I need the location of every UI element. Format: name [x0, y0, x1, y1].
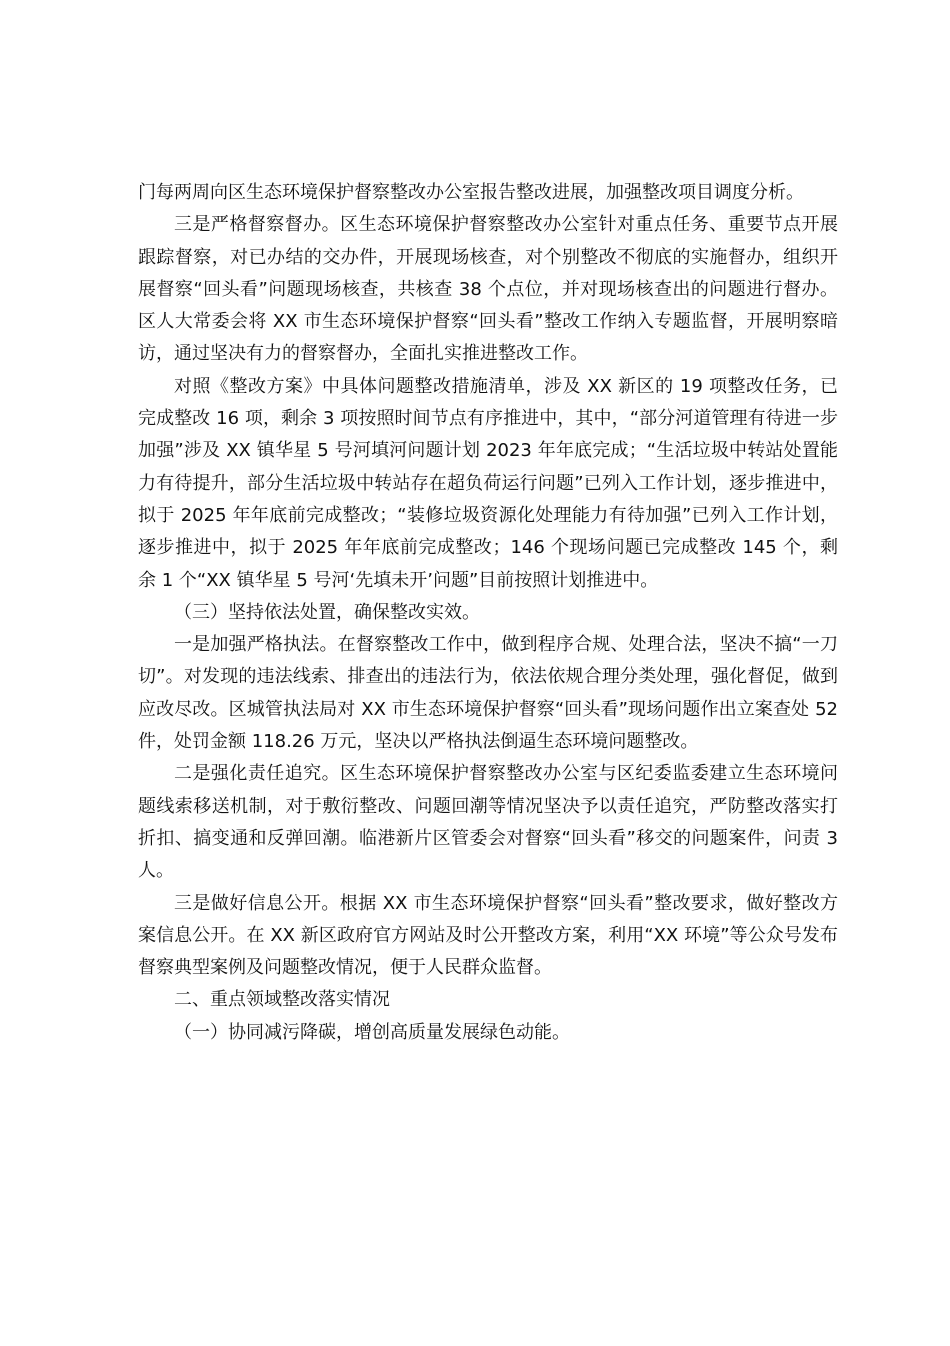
subsection-heading-pollution-carbon: （一）协同减污降碳，增创高质量发展绿色动能。: [174, 1021, 570, 1043]
paragraph-strict-enforcement: 一是加强严格执法。在督察整改工作中，做到程序合规、处理合法，坚决不搞“一刀切”。对发现的违法线索、排查出的违法行为，依法依规合理分类处理，强化督促，做到应改尽改。区城管执法局对 XX 市生态环境保护督察“回头看”现场问题作出立案查处 52 件，处罚金额 118.26 万元，坚决以严格执法倒逼生态环境问题整改。: [138, 634, 838, 753]
paragraph-accountability: 二是强化责任追究。区生态环境保护督察整改办公室与区纪委监委建立生态环境问题线索移送机制，对于敷衍整改、问题回潮等情况坚决予以责任追究，严防整改落实打折扣、搞变通和反弹回潮。临港新片区管委会对督察“回头看”移交的问题案件，问责 3 人。: [138, 763, 838, 882]
section-heading-lawful-handling: （三）坚持依法处置，确保整改实效。: [174, 601, 480, 623]
section-heading-key-areas: 二、重点领域整改落实情况: [174, 989, 390, 1011]
paragraph-continuation: 门每两周向区生态环境保护督察整改办公室报告整改进展，加强整改项目调度分析。: [138, 182, 804, 203]
paragraph-rectification-progress: 对照《整改方案》中具体问题整改措施清单，涉及 XX 新区的 19 项整改任务，已完成整改 16 项，剩余 3 项按照时间节点有序推进中，其中，“部分河道管理有待进一步加强”涉及 XX 镇华星 5 号河填河问题计划 2023 年年底完成；“生活垃圾中转站处置能力有待提升，部分生活垃圾中转站存在超负荷运行问题”已列入工作计划，逐步推进中，拟于 2025 年年底前完成整改；“装修垃圾资源化处理能力有待加强”已列入工作计划，逐步推进中，拟于 2025 年年底前完成整改；146 个现场问题已完成整改 145 个，剩余 1 个“XX 镇华星 5 号河‘先填未开’问题”目前按照计划推进中。: [138, 375, 838, 591]
paragraph-information-disclosure: 三是做好信息公开。根据 XX 市生态环境保护督察“回头看”整改要求，做好整改方案信息公开。在 XX 新区政府官方网站及时公开整改方案，利用“XX 环境”等公众号发布督察典型案例及问题整改情况，便于人民群众监督。: [138, 892, 838, 979]
document-body: [138, 177, 838, 1049]
paragraph-strict-supervision: 三是严格督察督办。区生态环境保护督察整改办公室针对重点任务、重要节点开展跟踪督察，对已办结的交办件，开展现场核查，对个别整改不彻底的实施督办，组织开展督察“回头看”问题现场核查，共核查 38 个点位，并对现场核查出的问题进行督办。区人大常委会将 XX 市生态环境保护督察“回头看”整改工作纳入专题监督，开展明察暗访，通过坚决有力的督察督办，全面扎实推进整改工作。: [138, 214, 838, 365]
